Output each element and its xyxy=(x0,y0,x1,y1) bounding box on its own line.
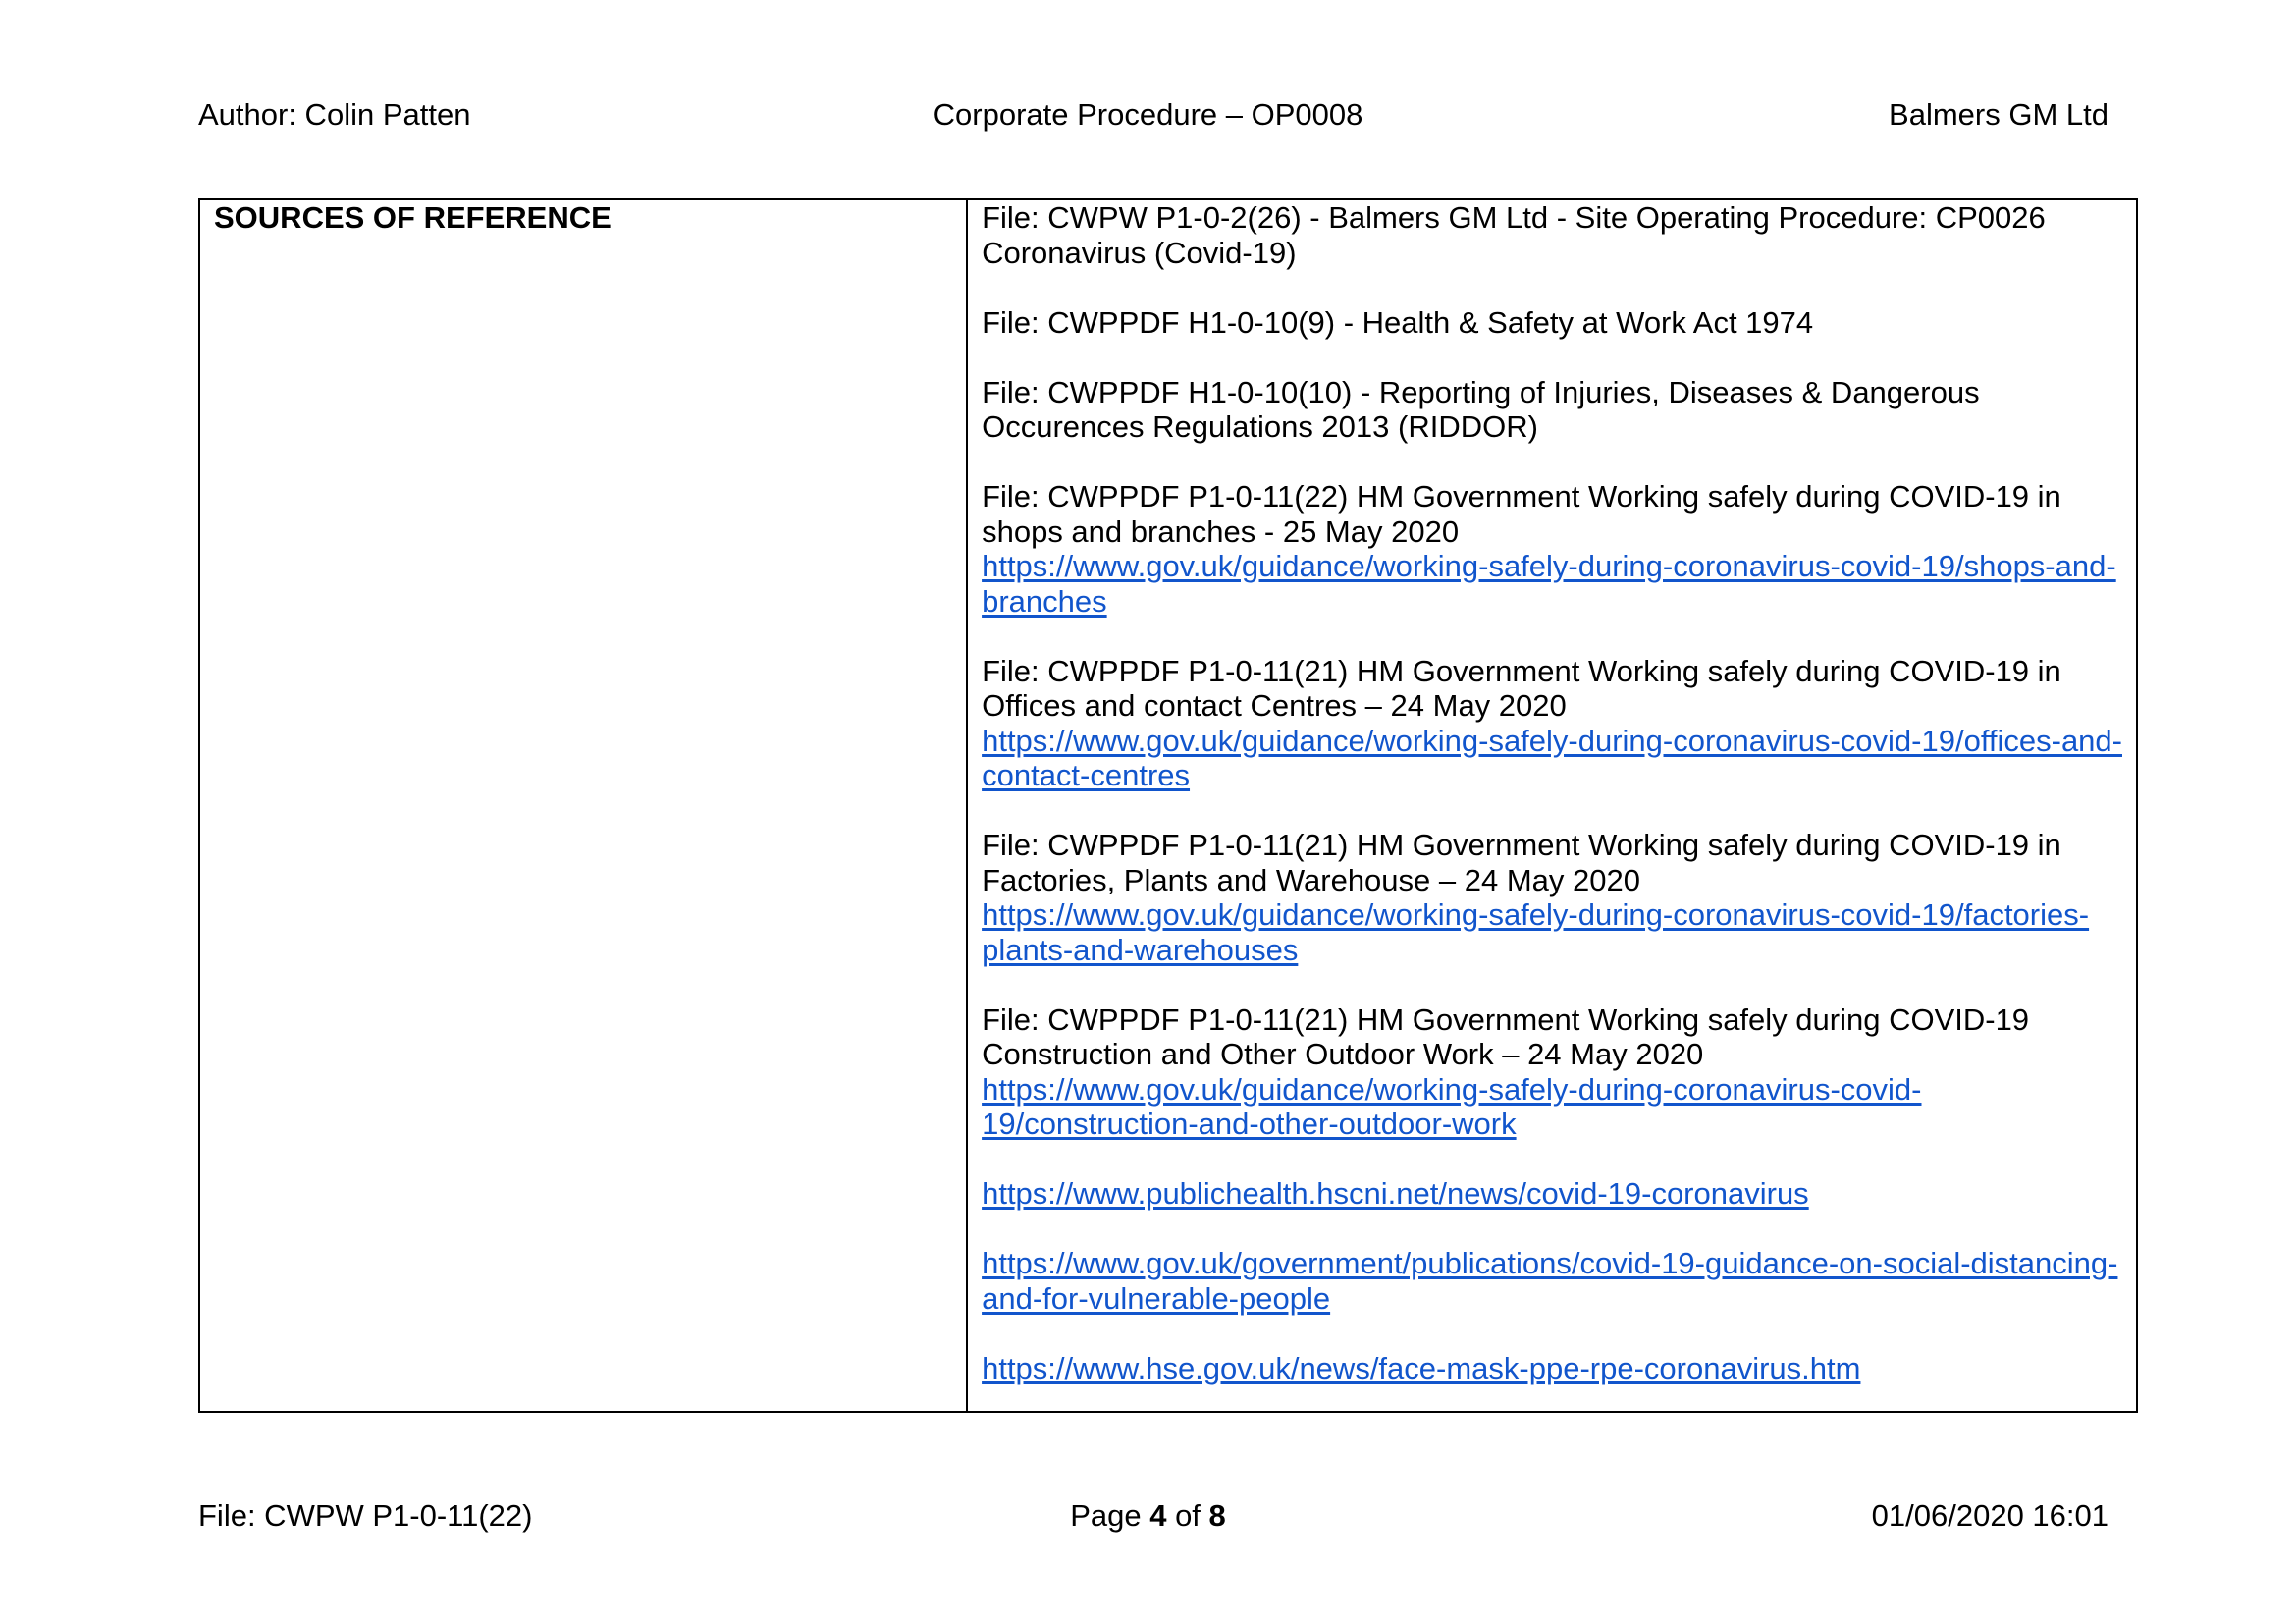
reference-entry xyxy=(982,828,2122,967)
reference-text-line: Factories, Plants and Warehouse – 24 May 2020 xyxy=(982,862,1640,897)
reference-link-line[interactable]: contact-centres xyxy=(982,758,1191,792)
page-mid: of xyxy=(1166,1498,1209,1533)
reference-link-line[interactable]: https://www.publichealth.hscni.net/news/covid-19-coronavirus xyxy=(982,1176,1809,1211)
reference-entry xyxy=(982,1246,2122,1316)
reference-link[interactable] xyxy=(982,1072,2122,1142)
reference-entry xyxy=(982,305,2122,341)
reference-link-line[interactable]: https://www.gov.uk/guidance/working-safely-during-coronavirus-covid-19/factories- xyxy=(982,897,2090,932)
table-heading-cell xyxy=(200,200,968,1411)
reference-link[interactable] xyxy=(982,724,2122,793)
reference-list-cell xyxy=(968,200,2136,1411)
reference-text-line: Coronavirus (Covid-19) xyxy=(982,235,1297,270)
reference-list xyxy=(982,200,2122,1385)
reference-link-line[interactable]: branches xyxy=(982,583,1107,619)
reference-text-line: File: CWPPDF P1-0-11(22) HM Government Working safely during COVID-19 in xyxy=(982,479,2061,514)
reference-text-line: File: CWPPDF H1-0-10(9) - Health & Safety at Work Act 1974 xyxy=(982,304,1814,340)
reference-link[interactable] xyxy=(982,1176,2122,1212)
reference-link-line[interactable]: https://www.gov.uk/guidance/working-safely-during-coronavirus-covid- xyxy=(982,1071,1922,1107)
reference-link[interactable] xyxy=(982,1246,2122,1316)
header-procedure-title: Corporate Procedure – OP0008 xyxy=(933,97,1363,132)
reference-text-line: shops and branches - 25 May 2020 xyxy=(982,514,1460,549)
reference-link-line[interactable]: https://www.gov.uk/government/publications/covid-19-guidance-on-social-distancing- xyxy=(982,1246,2118,1280)
reference-entry xyxy=(982,1176,2122,1212)
reference-link[interactable] xyxy=(982,549,2122,619)
reference-link[interactable] xyxy=(982,1351,2122,1386)
reference-link[interactable] xyxy=(982,897,2122,967)
header-company: Balmers GM Ltd xyxy=(1889,97,2109,132)
footer-datetime: 01/06/2020 16:01 xyxy=(1871,1498,2109,1533)
reference-link-line[interactable]: 19/construction-and-other-outdoor-work xyxy=(982,1107,1517,1141)
reference-text-line: File: CWPPDF P1-0-11(21) HM Government Working safely during COVID-19 xyxy=(982,1001,2030,1037)
reference-link-line[interactable]: https://www.gov.uk/guidance/working-safely-during-coronavirus-covid-19/shops-and- xyxy=(982,549,2116,583)
reference-text-line: File: CWPPDF P1-0-11(21) HM Government Working safely during COVID-19 in xyxy=(982,653,2061,688)
reference-entry xyxy=(982,654,2122,793)
reference-text-line: File: CWPPDF P1-0-11(21) HM Government Working safely during COVID-19 in xyxy=(982,828,2061,862)
table-heading: SOURCES OF REFERENCE xyxy=(214,200,612,235)
reference-text-line: Occurences Regulations 2013 (RIDDOR) xyxy=(982,409,1538,444)
page-prefix: Page xyxy=(1070,1498,1150,1533)
reference-link-line[interactable]: https://www.gov.uk/guidance/working-safely-during-coronavirus-covid-19/offices-and- xyxy=(982,723,2122,758)
header-author: Author: Colin Patten xyxy=(198,97,471,132)
reference-link-line[interactable]: and-for-vulnerable-people xyxy=(982,1280,1331,1316)
reference-entry xyxy=(982,375,2122,445)
reference-text-line: Construction and Other Outdoor Work – 24 May 2020 xyxy=(982,1037,1704,1071)
reference-text-line: Offices and contact Centres – 24 May 2020 xyxy=(982,688,1567,723)
page-current: 4 xyxy=(1149,1498,1167,1533)
reference-link-line[interactable]: https://www.hse.gov.uk/news/face-mask-ppe-rpe-coronavirus.htm xyxy=(982,1350,1861,1385)
reference-entry xyxy=(982,479,2122,619)
reference-text-line: File: CWPW P1-0-2(26) - Balmers GM Ltd - Site Operating Procedure: CP0026 xyxy=(982,200,2046,235)
footer-file: File: CWPW P1-0-11(22) xyxy=(198,1498,533,1533)
reference-entry xyxy=(982,1002,2122,1142)
reference-text-line: File: CWPPDF H1-0-10(10) - Reporting of Injuries, Diseases & Dangerous xyxy=(982,374,1980,409)
sources-of-reference-table xyxy=(198,198,2138,1413)
reference-entry xyxy=(982,200,2122,270)
reference-entry xyxy=(982,1351,2122,1386)
page-total: 8 xyxy=(1208,1498,1226,1533)
reference-link-line[interactable]: plants-and-warehouses xyxy=(982,932,1299,967)
